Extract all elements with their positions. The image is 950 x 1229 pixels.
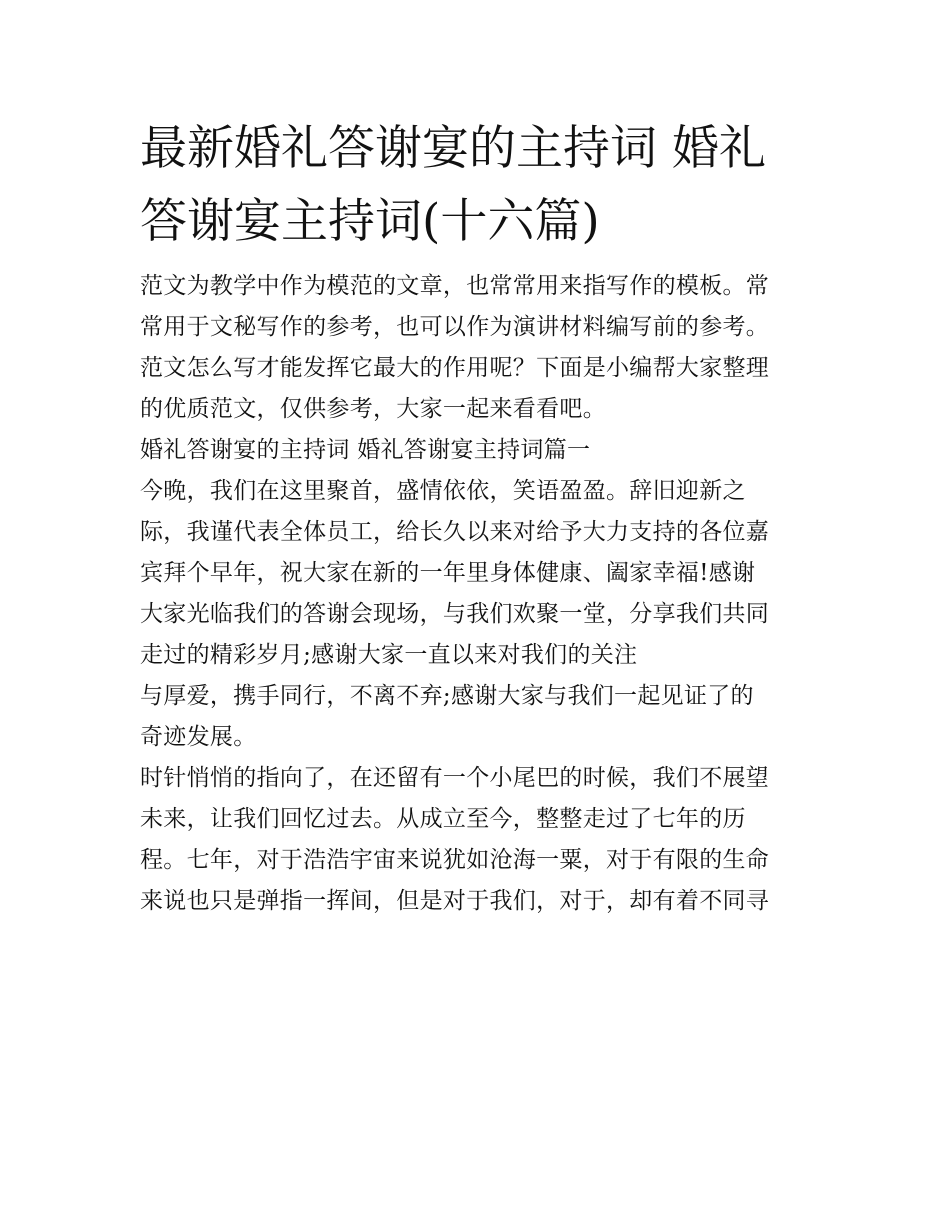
body-paragraph-3 xyxy=(140,758,820,922)
text-line: 际，我谨代表全体员工，给长久以来对给予大力支持的各位嘉 xyxy=(140,519,770,545)
body-paragraph-1 xyxy=(140,471,820,676)
text-line: 时针悄悄的指向了，在还留有一个小尾巴的时候，我们不展望 xyxy=(140,765,770,791)
section-heading xyxy=(140,430,820,471)
body-paragraph-2 xyxy=(140,676,820,758)
title-line: 最新婚礼答谢宴的主持词 婚礼 xyxy=(140,121,766,176)
title-line: 答谢宴主持词(十六篇) xyxy=(140,194,600,249)
text-line: 大家光临我们的答谢会现场，与我们欢聚一堂，分享我们共同 xyxy=(140,601,770,627)
text-line: 常用于文秘写作的参考，也可以作为演讲材料编写前的参考。 xyxy=(140,314,770,340)
text-line: 未来，让我们回忆过去。从成立至今，整整走过了七年的历 xyxy=(140,806,746,832)
text-line: 与厚爱，携手同行，不离不弃;感谢大家与我们一起见证了的 xyxy=(140,683,754,709)
text-line: 的优质范文，仅供参考，大家一起来看看吧。 xyxy=(140,396,606,422)
text-line: 宾拜个早年，祝大家在新的一年里身体健康、阖家幸福!感谢 xyxy=(140,560,756,586)
text-line: 今晚，我们在这里聚首，盛情依依，笑语盈盈。辞旧迎新之 xyxy=(140,478,746,504)
document-title xyxy=(140,112,820,258)
section-heading-text: 婚礼答谢宴的主持词 婚礼答谢宴主持词篇一 xyxy=(140,437,591,463)
document-content xyxy=(140,112,820,922)
text-line: 走过的精彩岁月;感谢大家一直以来对我们的关注 xyxy=(140,642,638,668)
intro-paragraph xyxy=(140,266,820,430)
text-line: 奇迹发展。 xyxy=(140,724,257,750)
text-line: 来说也只是弹指一挥间，但是对于我们，对于，却有着不同寻 xyxy=(140,888,770,914)
text-line: 程。七年，对于浩浩宇宙来说犹如沧海一粟，对于有限的生命 xyxy=(140,847,770,873)
text-line: 范文为教学中作为模范的文章，也常常用来指写作的模板。常 xyxy=(140,273,770,299)
text-line: 范文怎么写才能发挥它最大的作用呢？下面是小编帮大家整理 xyxy=(140,355,770,381)
